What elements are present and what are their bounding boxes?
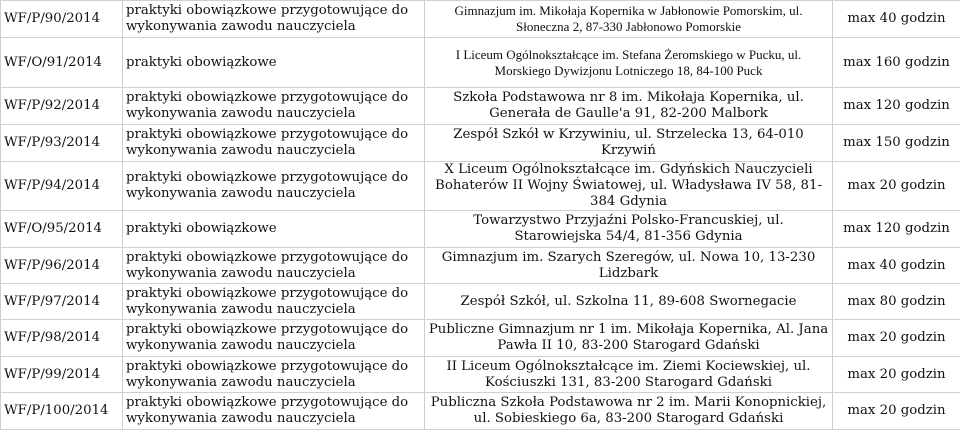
row-code: WF/O/95/2014	[1, 211, 123, 248]
row-type: praktyki obowiązkowe przygotowujące do wykonywania zawodu nauczyciela	[123, 1, 425, 38]
row-type: praktyki obowiązkowe przygotowujące do wykonywania zawodu nauczyciela	[123, 125, 425, 162]
row-type: praktyki obowiązkowe przygotowujące do wykonywania zawodu nauczyciela	[123, 284, 425, 320]
row-hours: max 120 godzin	[833, 88, 960, 125]
row-code: WF/P/98/2014	[1, 320, 123, 357]
row-place: Gimnazjum im. Szarych Szeregów, ul. Nowa 10, 13-230 Lidzbark	[425, 248, 833, 284]
row-place: Publiczna Szkoła Podstawowa nr 2 im. Marii Konopnickiej, ul. Sobieskiego 6a, 83-200 Starogard Gdański	[425, 393, 833, 430]
table-row	[1, 284, 960, 320]
table-row	[1, 88, 960, 125]
row-place: Szkoła Podstawowa nr 8 im. Mikołaja Kopernika, ul. Generała de Gaulle'a 91, 82-200 Malbork	[425, 88, 833, 125]
row-code: WF/P/99/2014	[1, 357, 123, 393]
row-hours: max 20 godzin	[833, 320, 960, 357]
row-type: praktyki obowiązkowe przygotowujące do wykonywania zawodu nauczyciela	[123, 393, 425, 430]
row-code: WF/P/96/2014	[1, 248, 123, 284]
row-place: X Liceum Ogólnokształcące im. Gdyńskich Nauczycieli Bohaterów II Wojny Światowej, ul. Władysława IV 58, 81-384 Gdynia	[425, 162, 833, 211]
row-hours: max 40 godzin	[833, 1, 960, 38]
table-row	[1, 320, 960, 357]
row-type: praktyki obowiązkowe	[123, 38, 425, 88]
row-type: praktyki obowiązkowe przygotowujące do wykonywania zawodu nauczyciela	[123, 248, 425, 284]
row-hours: max 120 godzin	[833, 211, 960, 248]
row-code: WF/P/92/2014	[1, 88, 123, 125]
row-hours: max 20 godzin	[833, 357, 960, 393]
table-row	[1, 357, 960, 393]
row-place: Gimnazjum im. Mikołaja Kopernika w Jabłonowie Pomorskim, ul. Słoneczna 2, 87-330 Jabłonowo Pomorskie	[425, 1, 833, 38]
table-row	[1, 211, 960, 248]
row-place: II Liceum Ogólnokształcące im. Ziemi Kociewskiej, ul. Kościuszki 131, 83-200 Starogard Gdański	[425, 357, 833, 393]
row-code: WF/P/90/2014	[1, 1, 123, 38]
table-row	[1, 162, 960, 211]
table-row	[1, 38, 960, 88]
row-place: Towarzystwo Przyjaźni Polsko-Francuskiej, ul. Starowiejska 54/4, 81-356 Gdynia	[425, 211, 833, 248]
row-type: praktyki obowiązkowe przygotowujące do wykonywania zawodu nauczyciela	[123, 320, 425, 357]
row-place: Publiczne Gimnazjum nr 1 im. Mikołaja Kopernika, Al. Jana Pawła II 10, 83-200 Starogard Gdański	[425, 320, 833, 357]
row-code: WF/P/93/2014	[1, 125, 123, 162]
row-hours: max 20 godzin	[833, 393, 960, 430]
row-hours: max 150 godzin	[833, 125, 960, 162]
table-row	[1, 393, 960, 430]
row-type: praktyki obowiązkowe przygotowujące do wykonywania zawodu nauczyciela	[123, 88, 425, 125]
row-hours: max 80 godzin	[833, 284, 960, 320]
row-type: praktyki obowiązkowe przygotowujące do wykonywania zawodu nauczyciela	[123, 162, 425, 211]
row-code: WF/P/94/2014	[1, 162, 123, 211]
table-row	[1, 248, 960, 284]
row-code: WF/O/91/2014	[1, 38, 123, 88]
row-type: praktyki obowiązkowe	[123, 211, 425, 248]
row-hours: max 160 godzin	[833, 38, 960, 88]
row-place: Zespół Szkół w Krzywiniu, ul. Strzelecka 13, 64-010 Krzywiń	[425, 125, 833, 162]
row-hours: max 20 godzin	[833, 162, 960, 211]
row-type: praktyki obowiązkowe przygotowujące do wykonywania zawodu nauczyciela	[123, 357, 425, 393]
table-row	[1, 1, 960, 38]
row-code: WF/P/97/2014	[1, 284, 123, 320]
row-place: I Liceum Ogólnokształcące im. Stefana Żeromskiego w Pucku, ul. Morskiego Dywizjonu Lotniczego 18, 84-100 Puck	[425, 38, 833, 88]
row-code: WF/P/100/2014	[1, 393, 123, 430]
row-place: Zespół Szkół, ul. Szkolna 11, 89-608 Swornegacie	[425, 284, 833, 320]
row-hours: max 40 godzin	[833, 248, 960, 284]
table-row	[1, 125, 960, 162]
